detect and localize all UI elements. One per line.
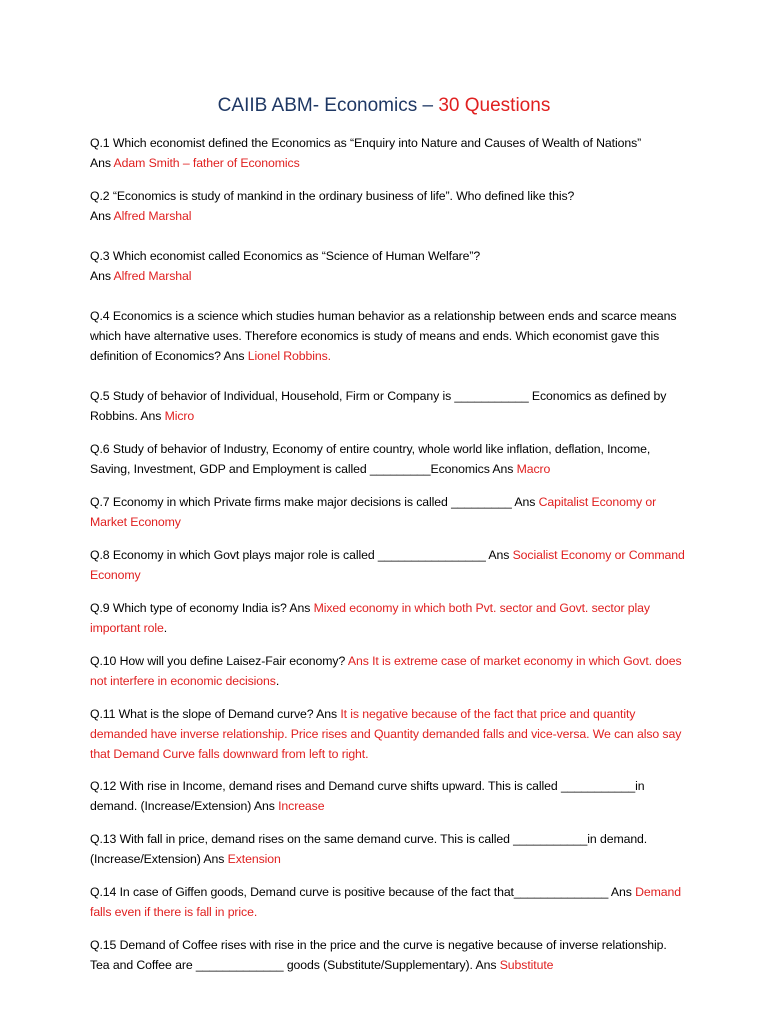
question-text: Q.1 Which economist defined the Economics as “Enquiry into Nature and Causes of Wealth of Nations”: [90, 136, 642, 150]
answer-text: Capitalist Economy or Market Economy: [90, 495, 657, 529]
answer-text: Extension: [227, 852, 281, 866]
answer-prefix: Ans: [90, 269, 114, 283]
question-text: Q.12 With rise in Income, demand rises and Demand curve shifts upward. This is called ___________in demand. (Increase/Extension) Ans: [90, 779, 645, 813]
question-4: [90, 306, 685, 366]
question-text: Q.2 “Economics is study of mankind in the ordinary business of life”. Who defined like this?: [90, 189, 575, 203]
question-9: [90, 598, 685, 638]
question-text: Q.15 Demand of Coffee rises with rise in the price and the curve is negative because of inverse relationship. Tea and Coffee are _____________ goods (Substitute/Supplementary). Ans: [90, 938, 667, 972]
question-text: Q.3 Which economist called Economics as “Science of Human Welfare”?: [90, 249, 481, 263]
question-text: Q.7 Economy in which Private firms make major decisions is called _________ Ans: [90, 495, 539, 509]
answer-prefix: Ans: [90, 209, 114, 223]
question-15: [90, 935, 685, 975]
question-text: Q.10 How will you define Laisez-Fair economy?: [90, 654, 348, 668]
question-text: Q.4 Economics is a science which studies human behavior as a relationship between ends and scarce means which have alternative uses. Therefore economics is study of means and ends. Which economist gave this definition of Economics? Ans: [90, 309, 677, 363]
question-2: [90, 186, 685, 226]
question-13: [90, 829, 685, 869]
question-1: [90, 133, 685, 173]
question-12: [90, 776, 685, 816]
question-text: Q.6 Study of behavior of Industry, Economy of entire country, whole world like inflation, deflation, Income, Saving, Investment, GDP and Employment is called _________Economics Ans: [90, 442, 651, 476]
question-11: [90, 704, 685, 764]
question-5: [90, 386, 685, 426]
question-10: [90, 651, 685, 691]
answer-text: Ans It is extreme case of market economy in which Govt. does not interfere in economic decisions: [90, 654, 682, 688]
answer-text: Socialist Economy or Command Economy: [90, 548, 685, 582]
question-text: Q.9 Which type of economy India is? Ans: [90, 601, 314, 615]
answer-text: Substitute: [499, 958, 554, 972]
answer-tail: .: [275, 674, 280, 688]
answer-text: It is negative because of the fact that price and quantity demanded have inverse relationship. Price rises and Quantity demanded falls and vice-versa. We can also say that Demand Curve falls downward from left to right.: [90, 707, 682, 761]
answer-prefix: Ans: [90, 156, 114, 170]
answer-text: Micro: [164, 409, 195, 423]
question-text: Q.14 In case of Giffen goods, Demand curve is positive because of the fact that______________ Ans: [90, 885, 636, 899]
question-8: [90, 545, 685, 585]
question-6: [90, 439, 685, 479]
answer-text: Mixed economy in which both Pvt. sector and Govt. sector play important role: [90, 601, 650, 635]
page-title: [0, 94, 768, 118]
answer-line: [90, 206, 685, 226]
answer-line: [90, 153, 685, 173]
answer-text: Increase: [278, 799, 325, 813]
question-text: Q.13 With fall in price, demand rises on the same demand curve. This is called ___________in demand. (Increase/Extension) Ans: [90, 832, 648, 866]
question-text: Q.8 Economy in which Govt plays major role is called ________________ Ans: [90, 548, 513, 562]
answer-text: Alfred Marshal: [113, 209, 192, 223]
answer-text: Lionel Robbins.: [247, 349, 332, 363]
question-text: Q.11 What is the slope of Demand curve? Ans: [90, 707, 341, 721]
answer-tail: .: [163, 621, 168, 635]
question-text: Q.5 Study of behavior of Individual, Household, Firm or Company is ___________ Economics as defined by Robbins. Ans: [90, 389, 667, 423]
answer-text: Macro: [516, 462, 551, 476]
answer-text: Alfred Marshal: [113, 269, 192, 283]
answer-text: Adam Smith – father of Economics: [113, 156, 300, 170]
title-accent: 30 Questions: [438, 95, 551, 116]
answer-text: Demand falls even if there is fall in price.: [90, 885, 681, 919]
title-main: CAIIB ABM- Economics –: [217, 95, 439, 116]
question-7: [90, 492, 685, 532]
question-14: [90, 882, 685, 922]
answer-line: [90, 266, 685, 286]
question-3: [90, 246, 685, 286]
